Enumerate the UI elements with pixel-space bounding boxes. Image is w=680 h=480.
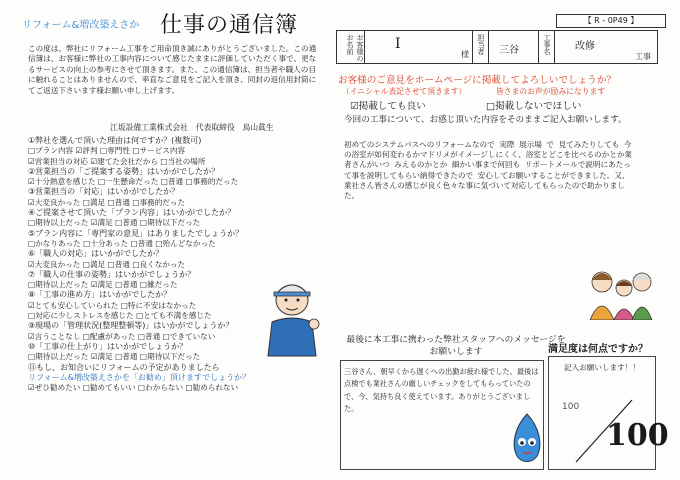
question-text: ⑩「工事の仕上がり」はいかがでしょうか？ [28, 341, 188, 351]
staff-message-prompt: 最後に本工事に携わった弊社スタッフへのメッセージをお願いします [346, 335, 566, 357]
publish-note: （イニシャル表記させて頂きます） [342, 87, 467, 96]
customer-info-box [336, 30, 658, 64]
mascot-illustration [506, 410, 548, 466]
staff-label: 担当者 [477, 34, 485, 55]
worker-illustration [262, 278, 326, 358]
comment-prompt: 今回の工事について、お感じ頂いた内容をそのままご記入お願いします。 [344, 115, 627, 125]
work-value-cell [555, 31, 657, 63]
document-code: 【 R - 0P49 】 [556, 14, 666, 28]
work-suffix: 工事 [635, 52, 651, 61]
honorific: 様 [461, 50, 469, 59]
question-text: ⑥「職人の対応」はいかがでしたか？ [28, 249, 164, 259]
recommend-options[interactable]: ☑ぜひ勧めたい □勧めてもいい □わからない □勧められない [28, 383, 239, 393]
publish-no-option[interactable]: □掲載しないでほしい [486, 101, 582, 112]
question-options[interactable]: □プラン内容 ☑評判 □専門性 □サービス内容 [28, 146, 186, 156]
publish-question: お客様のご意見をホームページに掲載してよろしいでしょうか？ [338, 75, 617, 86]
rating-big-score: 100 [606, 418, 669, 453]
question-options[interactable]: □期待以上だった ☑満足 □普通 □期待以下だった [28, 218, 201, 228]
staff-value-cell [489, 31, 539, 63]
rating-title: 満足度は何点ですか？ [548, 344, 648, 355]
customer-comment: 初めてのシステムバスへのリフォームなので 実際 展示場 で 見てみたりしても 今の浴室が如何変わるかマドリメがイメージしにくく、浴室とどこを比べるのかとか業者さんがいつ みえるのかとか 細かい事まで何回も リポートメールで説明にあたって事を説明してもらい納得できたので 安心してお願いすることができました。又、業社さん皆さんの感じが良く色々な事に気づいて対応してもらったので助かりました。 [344, 140, 633, 201]
question-text: ③営業担当の「対応」はいかがでしたか？ [28, 187, 180, 197]
rating-request: 記入お願いします！！ [564, 363, 640, 372]
question-text: ⑧「工事の進め方」はいかがでしたか？ [28, 290, 172, 300]
work-name: 改修 [575, 41, 595, 52]
staff-message: 三谷さん、朝早くから遅くへの出勤お疲れ様でした。最後は点検でも業社さんの厳しいチェックをしてもらっていたので、今、気持ち良く使えています。ありがとうございました。 [344, 367, 539, 414]
question-options[interactable]: □期待以上だった ☑満足 □普通 □雑だった [28, 280, 178, 290]
name-label: お客様のお名前 [346, 34, 364, 62]
right-column [336, 0, 676, 480]
name-label-cell [337, 31, 365, 63]
question-text: ①弊社を選んで頂いた理由は何ですか？(複数可) [28, 136, 202, 145]
question-text: ⑤プラン内容に「専門家の意見」はありましたでしょうか？ [28, 228, 244, 238]
question-options[interactable]: □かなりあった □十分あった □普通 □殆んどなかった [28, 238, 216, 248]
publish-yes-option[interactable]: ☑掲載しても良い [350, 101, 426, 112]
question-options[interactable]: ☑言うことなし □配慮があった □普通 □できていない [28, 331, 216, 341]
question-options[interactable]: ☑大変良かった □満足 □普通 □事務的だった [28, 197, 186, 207]
customer-name: I [395, 36, 401, 52]
intro-paragraph: この度は、弊社にリフォーム工事をご用命頂き誠にありがとうございました。この通信簿は、お客様に弊社の工事内容について感じたままに評価していただく事で、更なるサービスの向上の参考にさせて頂きます。また、この通信簿は、担当者や職人の目に触れることはありませんので、率直なご意見をご記入を頂き、同封の返信用封筒にてご返送下さいます様お願い申し上げます。 [28, 44, 317, 95]
work-label: 工事名 [543, 34, 551, 55]
question-text: ⑨現場の「管理状況(整理整頓等)」はいかがでしょうか？ [28, 321, 234, 331]
question-text: ⑦「職人の仕事の姿勢」はいかがでしょうか？ [28, 269, 196, 279]
question-options[interactable]: □対応に少しストレスを感じた □とても不満を感じた [28, 311, 212, 321]
brand-subtitle: リフォーム&増改築えさか [22, 20, 140, 31]
staff-label-cell [473, 31, 489, 63]
question-options[interactable]: □期待以上だった ☑満足 □普通 □期待以下だった [28, 352, 201, 362]
question-text: ⑪もし、お知合いにリフォームの予定がありましたら [28, 362, 220, 372]
recommend-question: リフォーム&増改築えさかを「お勧め」頂けますでしょうか？ [28, 372, 251, 382]
family-illustration [584, 262, 656, 320]
work-label-cell [539, 31, 555, 63]
question-options[interactable]: ☑十分熱意を感じた □一生懸命だった □普通 □事務的だった [28, 177, 239, 187]
signer-line: 江坂設備工業株式会社 代表取締役 鳥山眞生 [110, 123, 274, 132]
page-title: 仕事の通信簿 [160, 13, 299, 38]
staff-name: 三谷 [499, 45, 519, 56]
question-options[interactable]: ☑営業担当の対応 ☑建てた会社だから □当社の場所 [28, 156, 206, 166]
rating-small-score: 100 [562, 402, 580, 412]
question-options[interactable]: ☑大変良かった □満足 □普通 □良くなかった [28, 259, 186, 269]
question-text: ②営業担当の「ご提案する姿勢」はいかがでしたか？ [28, 166, 220, 176]
question-text: ④ご提案させて頂いた「プラン内容」はいかがでしたか？ [28, 208, 236, 218]
name-value-cell [365, 31, 473, 63]
publish-note-2: 皆さまのお声が励みになります [496, 87, 606, 96]
question-options[interactable]: ☑とても安心していられた □特に不安はなかった [28, 300, 197, 310]
